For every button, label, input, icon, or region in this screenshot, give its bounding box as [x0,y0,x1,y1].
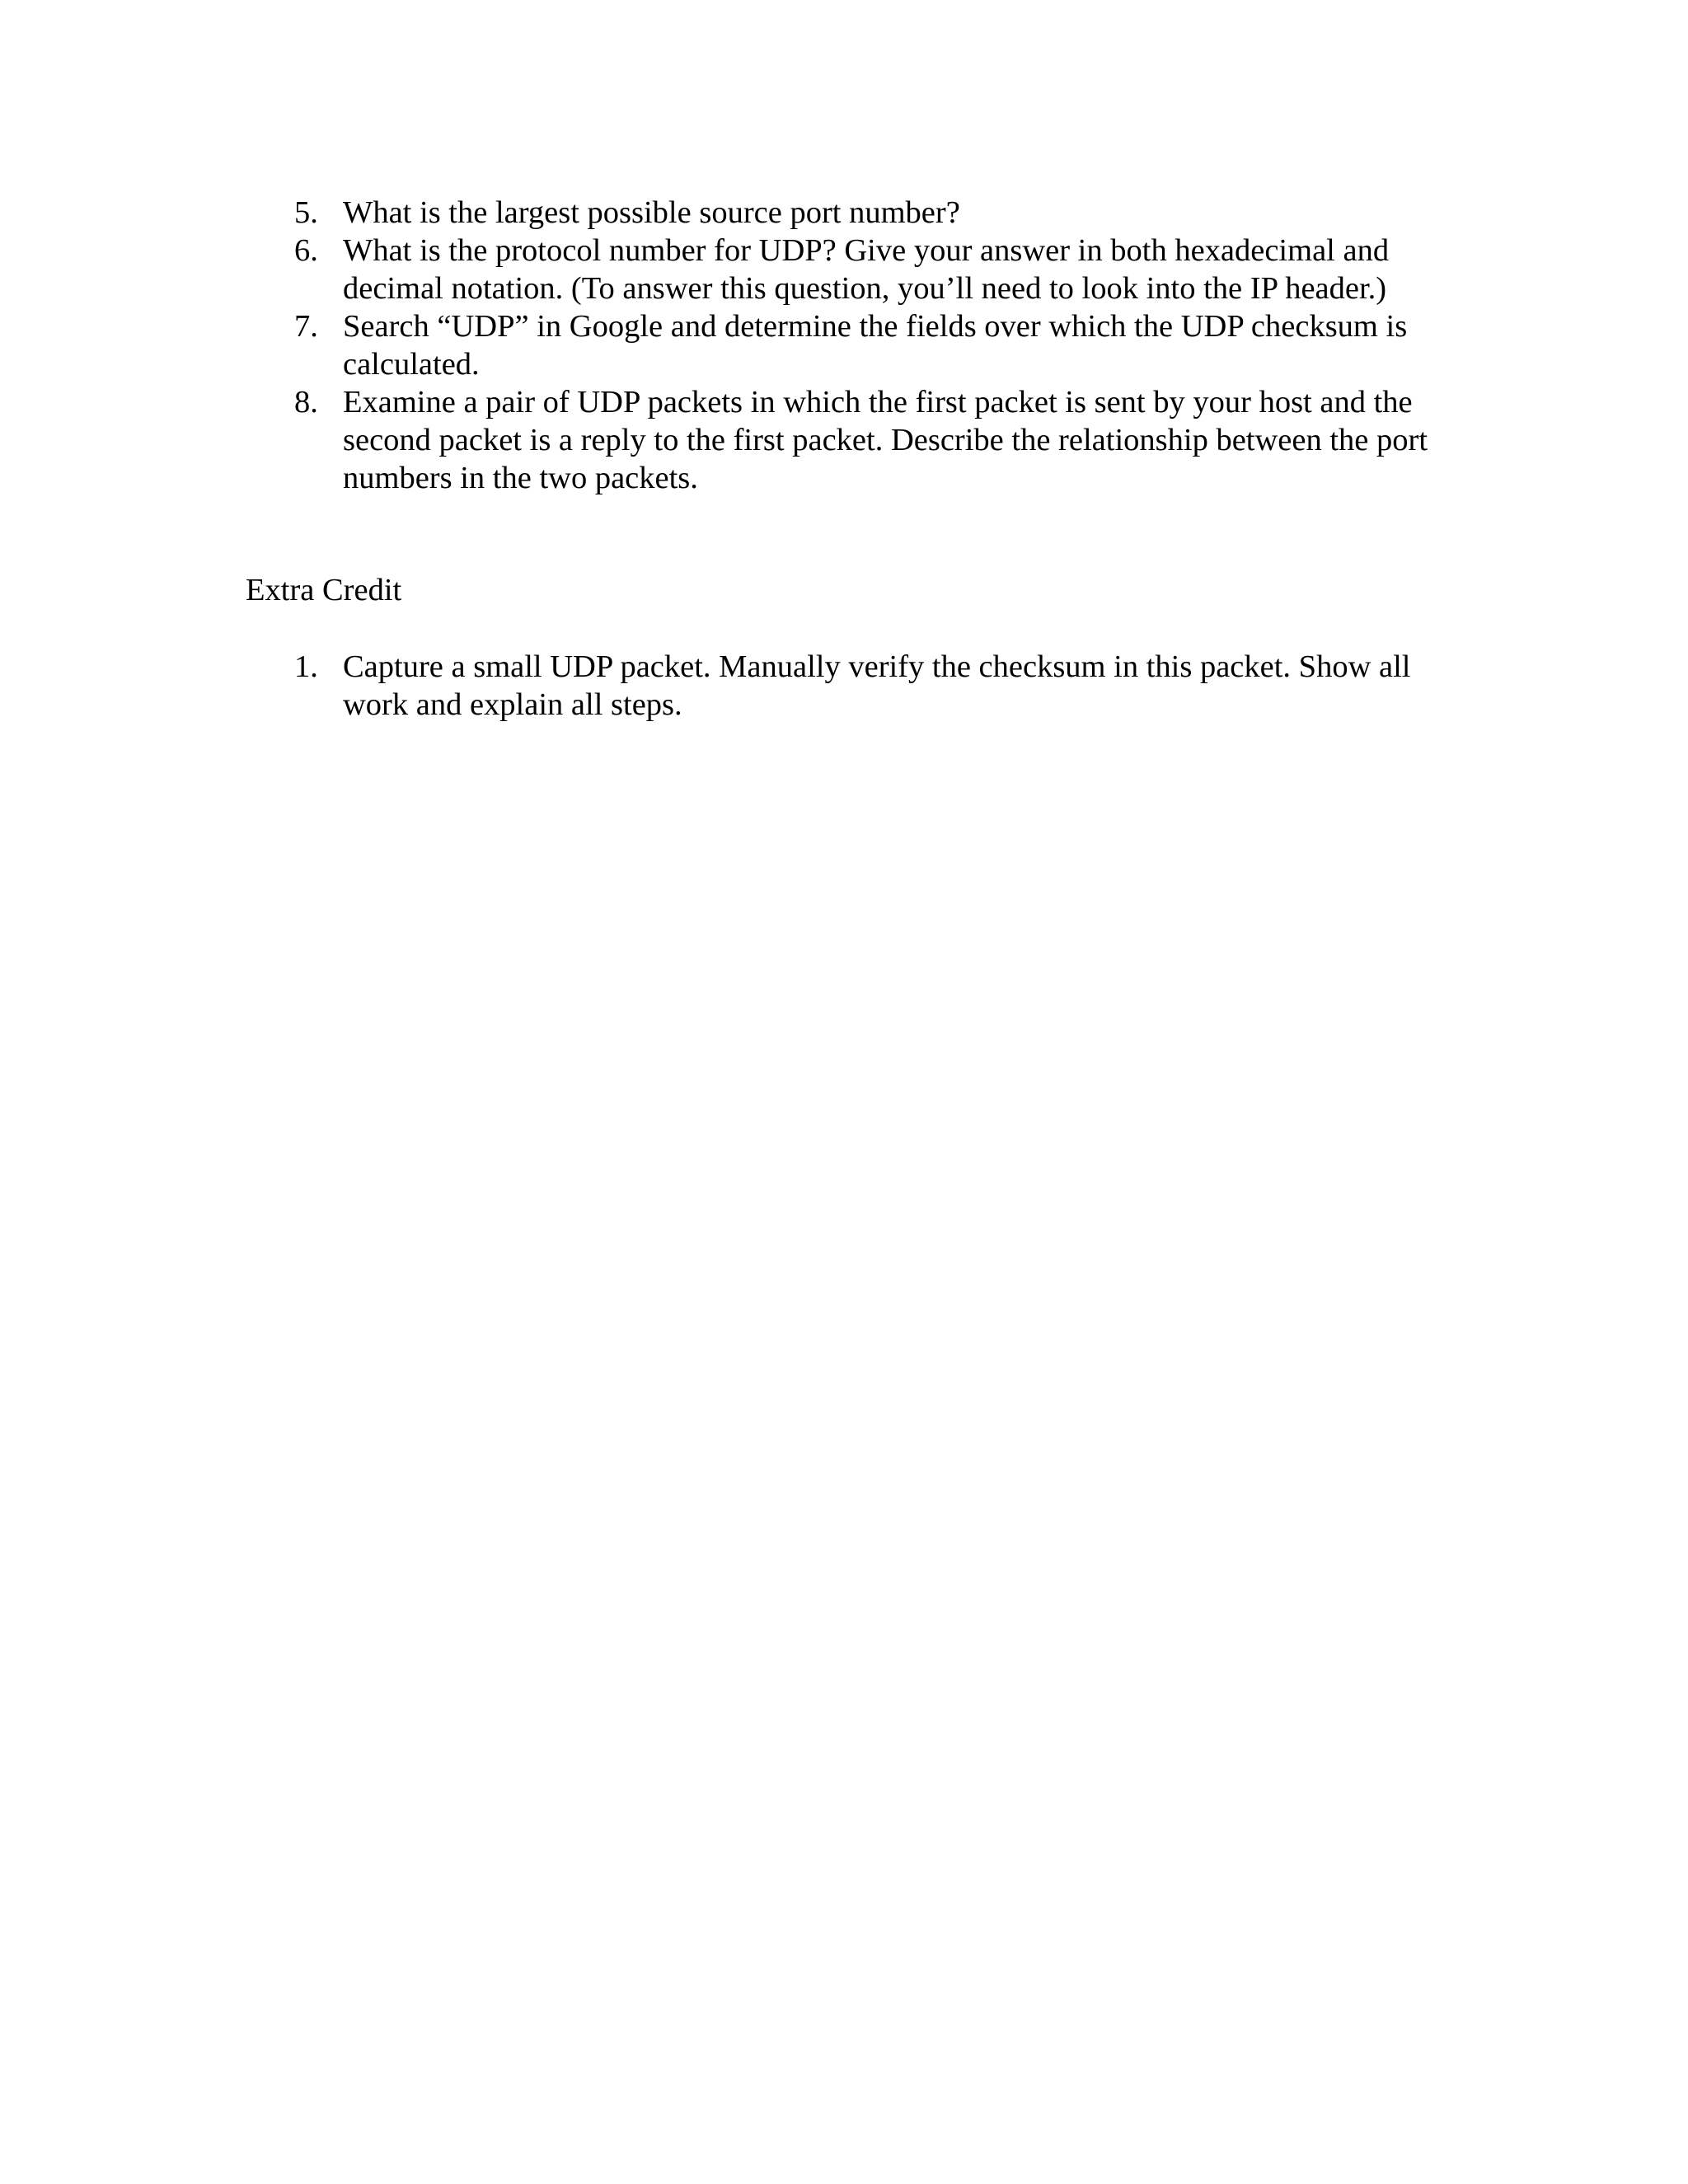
item-number: 6. [294,233,318,268]
extra-credit-list [244,648,1431,724]
item-number: 7. [294,309,318,344]
list-item [244,307,1431,383]
question-list [244,194,1431,497]
list-item [244,383,1431,497]
item-text: Examine a pair of UDP packets in which the first packet is sent by your host and the second packet is a reply to the first packet. Describe the relationship between the port numbers in the two packets. [343,385,1428,495]
item-text: Capture a small UDP packet. Manually verify the checksum in this packet. Show all work and explain all steps. [343,649,1411,722]
item-number: 1. [294,649,318,684]
item-text: Search “UDP” in Google and determine the fields over which the UDP checksum is calculated. [343,309,1408,382]
list-item [244,194,1431,232]
extra-credit-heading: Extra Credit [246,573,402,607]
item-number: 8. [294,385,318,419]
item-text: What is the largest possible source port number? [343,195,960,230]
list-item [244,648,1431,724]
list-item [244,232,1431,307]
item-number: 5. [294,195,318,230]
item-text: What is the protocol number for UDP? Give your answer in both hexadecimal and decimal notation. (To answer this question, you’ll need to look into the IP header.) [343,233,1390,306]
